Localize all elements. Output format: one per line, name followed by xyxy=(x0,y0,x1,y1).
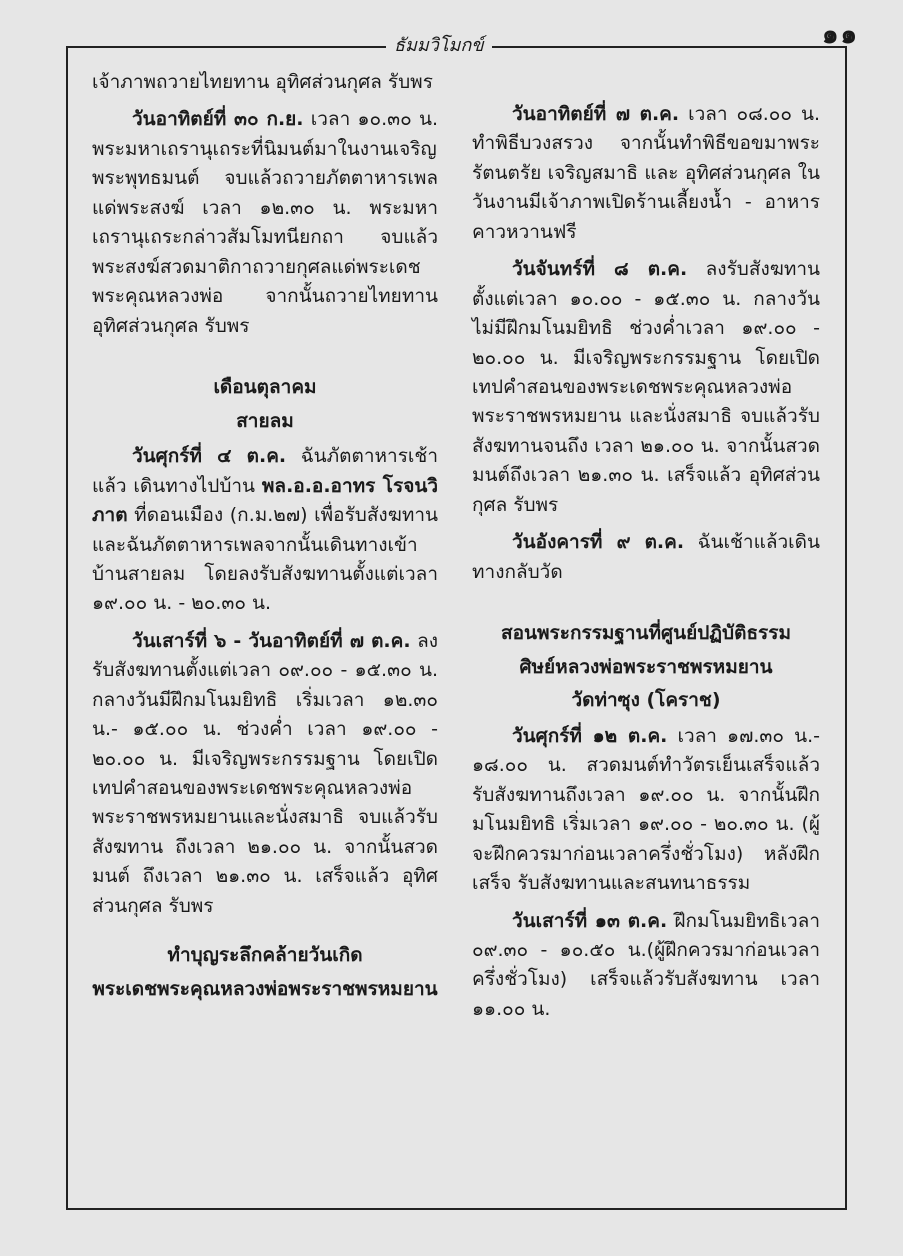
day-label: วันเสาร์ที่ ๖ - วันอาทิตย์ที่ ๗ ต.ค. xyxy=(132,629,411,652)
heading-merit-subtitle: พระเดชพระคุณหลวงพ่อพระราชพรหมยาน xyxy=(92,977,438,1000)
paragraph-oct-7 xyxy=(472,100,820,247)
paragraph-text: ที่ดอนเมือง (ก.ม.๒๗) เพื่อรับสังฆทาน และฉันภัตตาหารเพลจากนั้นเดินทางเข้าบ้านสายลม โดยลงรับสังฆทานตั้งแต่เวลา ๑๙.๐๐ น. - ๒๐.๓๐ น. xyxy=(92,504,438,615)
paragraph-text: ฉันภัตตาหารเช้าแล้ว เดินทางไปบ้าน xyxy=(92,445,438,497)
paragraph-text: เวลา ๑๗.๓๐ น.- ๑๘.๐๐ น. สวดมนต์ทำวัตรเย็นเสร็จแล้ว รับสังฆทานถึงเวลา ๑๙.๐๐ น. จากนั้นฝึกมโนมยิทธิ เริ่มเวลา ๑๙.๐๐ - ๒๐.๓๐ น. (ผู้จะฝึกควรมาก่อนเวลาครึ่งชั่วโมง) หลังฝึกเสร็จ รับสังฆทานและสนทนาธรรม xyxy=(472,724,821,895)
paragraph-text: ฝึกมโนมยิทธิเวลา ๐๙.๓๐ - ๑๐.๕๐ น.(ผู้ฝึกควรมาก่อนเวลาครึ่งชั่วโมง) เสร็จแล้วรับสังฆทาน เวลา ๑๑.๐๐ น. xyxy=(472,909,820,1020)
running-header-title: ธัมมวิโมกข์ xyxy=(386,30,492,59)
day-label: วันศุกร์ที่ ๑๒ ต.ค. xyxy=(512,724,668,747)
heading-merit-title: ทำบุญระลึกคล้ายวันเกิด xyxy=(167,944,363,967)
day-label: วันอาทิตย์ที่ ๓๐ ก.ย. xyxy=(132,108,304,131)
page-number: ๑๑ xyxy=(821,20,859,50)
day-label: วันจันทร์ที่ ๘ ต.ค. xyxy=(512,258,688,281)
heading-place: สายลม xyxy=(236,409,294,432)
paragraph-text: เวลา ๑๐.๓๐ น. พระมหาเถรานุเถระที่นิมนต์มาในงานเจริญพระพุทธมนต์ จบแล้วถวายภัตตาหารเพลแด่พระสงฆ์ เวลา ๑๒.๓๐ น. พระมหาเถรานุเถระกล่าวสัมโมทนียกถา จบแล้วพระสงฆ์สวดมาติกาถวายกุศลแด่พระเดชพระคุณหลวงพ่อ จากนั้นถวายไทยทาน อุทิศส่วนกุศล รับพร xyxy=(92,108,438,337)
paragraph-oct-4 xyxy=(92,442,438,619)
right-column xyxy=(472,100,820,1032)
paragraph-oct-6-7 xyxy=(92,627,438,921)
paragraph-oct-9 xyxy=(472,528,820,587)
host-name: พล.อ.อ.อาทร โรจนวิภาต xyxy=(92,474,438,527)
day-label: วันอาทิตย์ที่ ๗ ต.ค. xyxy=(512,103,680,125)
paragraph-oct-8 xyxy=(472,255,820,520)
paragraph-oct-12 xyxy=(472,722,820,899)
paragraph-sep-30 xyxy=(92,105,438,341)
day-label: วันศุกร์ที่ ๔ ต.ค. xyxy=(132,445,287,468)
paragraph-text: เวลา ๐๘.๐๐ น. ทำพิธีบวงสรวง จากนั้นทำพิธีขอขมาพระรัตนตรัย เจริญสมาธิ และ อุทิศส่วนกุศล ในวันงานมีเจ้าภาพเปิดร้านเลี้ยงน้ำ - อาหารคาวหวานฟรี xyxy=(472,103,820,243)
paragraph-text: ฉันเช้าแล้วเดินทางกลับวัด xyxy=(472,531,820,583)
paragraph-host-offering: เจ้าภาพถวายไทยทาน อุทิศส่วนกุศล รับพร xyxy=(92,71,433,93)
paragraph-text: ลงรับสังฆทานตั้งแต่เวลา ๑๐.๐๐ - ๑๕.๓๐ น. กลางวันไม่มีฝึกมโนมยิทธิ ช่วงค่ำเวลา ๑๙.๐๐ - ๒๐.๐๐ น. มีเจริญพระกรรมฐาน โดยเปิดเทปคำสอนของพระเดชพระคุณหลวงพ่อพระราชพรหมยาน และนั่งสมาธิ จบแล้วรับสังฆทานจนถึง เวลา ๒๑.๐๐ น. จากนั้นสวดมนต์ถึงเวลา ๒๑.๓๐ น. เสร็จแล้ว อุทิศส่วนกุศล รับพร xyxy=(472,258,821,516)
heading-center-subtitle: ศิษย์หลวงพ่อพระราชพรหมยาน xyxy=(519,655,773,678)
paragraph-oct-13 xyxy=(472,907,820,1025)
left-column xyxy=(92,68,438,1011)
heading-center-title: สอนพระกรรมฐานที่ศูนย์ปฏิบัติธรรม xyxy=(501,622,791,644)
heading-center-temple: วัดท่าซุง (โคราช) xyxy=(571,689,721,712)
day-label: วันเสาร์ที่ ๑๓ ต.ค. xyxy=(512,909,668,932)
heading-month: เดือนตุลาคม xyxy=(213,375,317,398)
paragraph-text: ลงรับสังฆทานตั้งแต่เวลา ๐๙.๐๐ - ๑๕.๓๐ น. กลางวันมีฝึกมโนมยิทธิ เริ่มเวลา ๑๒.๓๐ น.- ๑๕.๐๐ น. ช่วงค่ำ เวลา ๑๙.๐๐ - ๒๐.๐๐ น. มีเจริญพระกรรมฐาน โดยเปิดเทปคำสอนของพระเดชพระคุณหลวงพ่อพระราชพรหมยานและนั่งสมาธิ จบแล้วรับสังฆทาน ถึงเวลา ๒๑.๐๐ น. จากนั้นสวดมนต์ ถึงเวลา ๒๑.๓๐ น. เสร็จแล้ว อุทิศส่วนกุศล รับพร xyxy=(92,629,438,917)
day-label: วันอังคารที่ ๙ ต.ค. xyxy=(512,531,685,554)
